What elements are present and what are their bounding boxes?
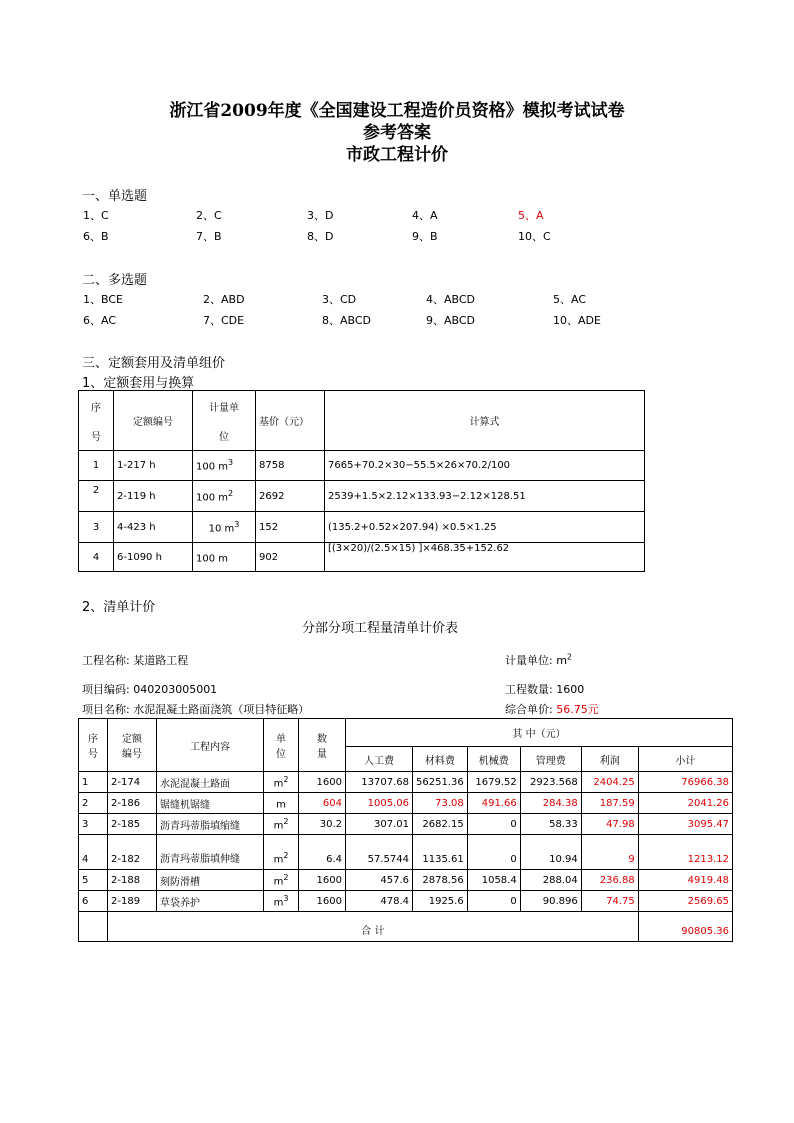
cell-subtotal: 3095.47 (638, 814, 732, 835)
table-row (79, 870, 733, 891)
table-header: 小计 (638, 747, 732, 772)
cell-mgmt: 2923.568 (520, 772, 581, 793)
cell-price: 2692 (256, 481, 325, 512)
cell-labor: 457.6 (346, 870, 413, 891)
cell-empty (79, 912, 108, 942)
table-header: 定额编号 (114, 391, 193, 451)
table-row (79, 481, 645, 512)
cell-code: 2-186 (108, 793, 157, 814)
total-value: 90805.36 (638, 912, 732, 942)
cell-subtotal: 1213.12 (638, 835, 732, 870)
unit-price: 综合单价: 56.75元 (505, 703, 599, 716)
cell-unit: $m^3$ (264, 891, 299, 912)
item-name: 项目名称: 水泥混凝土路面浇筑（项目特征略） (82, 703, 310, 716)
cell-machine: 1679.52 (467, 772, 520, 793)
cell-price: 902 (256, 543, 325, 572)
cell-unit: 100 $m^2$ (193, 481, 256, 512)
cell-subtotal: 2041.26 (638, 793, 732, 814)
item-code: 项目编码: 040203005001 (82, 683, 218, 696)
bill-table (78, 718, 733, 942)
cell-unit: m (264, 793, 299, 814)
bill-table-title: 分部分项工程量清单计价表 (301, 621, 458, 636)
cell-unit: $m^2$ (264, 870, 299, 891)
single-choice-heading: 一、单选题 (82, 189, 148, 204)
answer-item: 7、B (196, 230, 222, 243)
answer-item: 10、C (518, 230, 551, 243)
cell-content: 水泥混凝土路面 (157, 772, 264, 793)
cell-machine: 1058.4 (467, 870, 520, 891)
table-row (79, 793, 733, 814)
answer-item: 7、CDE (203, 314, 245, 327)
cell-material: 1135.61 (413, 835, 468, 870)
answer-item: 5、AC (553, 293, 587, 306)
answer-item: 6、AC (83, 314, 117, 327)
cell-content: 锯缝机锯缝 (157, 793, 264, 814)
cell-qty: 1600 (299, 870, 346, 891)
cell-formula: (135.2+0.52×207.94) ×0.5×1.25 (325, 512, 645, 543)
total-row (79, 912, 733, 942)
cell-code: 2-185 (108, 814, 157, 835)
cell-qty: 1600 (299, 891, 346, 912)
cell-code: 2-188 (108, 870, 157, 891)
measure-unit: 计量单位: $m^2$ (505, 652, 573, 667)
cell-no: 4 (79, 543, 114, 572)
table-header: 基价（元） (256, 391, 325, 451)
answer-item: 9、ABCD (426, 314, 476, 327)
cell-material: 73.08 (413, 793, 468, 814)
page-subject: 市政工程计价 (346, 145, 448, 165)
multi-choice-heading: 二、多选题 (82, 273, 148, 288)
cell-labor: 307.01 (346, 814, 413, 835)
cell-unit: 10 $m^3$ (193, 512, 256, 543)
cell-unit: 100 m (193, 543, 256, 572)
cell-labor: 478.4 (346, 891, 413, 912)
cell-mgmt: 284.38 (520, 793, 581, 814)
quota-subheading: 1、定额套用与换算 (82, 376, 195, 391)
cell-no: 6 (79, 891, 108, 912)
table-row (79, 891, 733, 912)
quota-heading: 三、定额套用及清单组价 (82, 356, 226, 371)
bill-subheading: 2、清单计价 (82, 600, 156, 615)
cell-subtotal: 4919.48 (638, 870, 732, 891)
cell-no: 2 (79, 481, 114, 512)
cell-code: 4-423 h (114, 512, 193, 543)
table-header: 数 量 (299, 719, 346, 772)
cell-material: 2878.56 (413, 870, 468, 891)
cell-no: 1 (79, 772, 108, 793)
cell-formula: 7665+70.2×30−55.5×26×70.2/100 (325, 451, 645, 481)
cell-content: 沥青玛蒂脂填缩缝 (157, 814, 264, 835)
cell-mgmt: 58.33 (520, 814, 581, 835)
cell-no: 3 (79, 512, 114, 543)
cell-material: 56251.36 (413, 772, 468, 793)
cell-labor: 13707.68 (346, 772, 413, 793)
answer-item: 10、ADE (553, 314, 601, 327)
cell-unit: 100 $m^3$ (193, 451, 256, 481)
total-label: 合 计 (108, 912, 639, 942)
table-row (79, 512, 645, 543)
cell-content: 草袋养护 (157, 891, 264, 912)
cell-material: 2682.15 (413, 814, 468, 835)
cell-machine: 491.66 (467, 793, 520, 814)
answer-item-highlight: 5、A (518, 209, 544, 222)
cell-formula: [(3×20)/(2.5×15) ]×468.35+152.62 (325, 543, 645, 572)
answer-item: 1、C (83, 209, 109, 222)
table-header: 序 号 (79, 719, 108, 772)
cell-machine: 0 (467, 835, 520, 870)
table-header: 机械费 (467, 747, 520, 772)
page-title: 浙江省2009年度《全国建设工程造价员资格》模拟考试试卷 (169, 101, 625, 121)
answer-item: 8、D (307, 230, 334, 243)
cell-qty: 1600 (299, 772, 346, 793)
cell-subtotal: 76966.38 (638, 772, 732, 793)
answer-item: 1、BCE (83, 293, 123, 306)
cell-no: 3 (79, 814, 108, 835)
answer-item: 2、C (196, 209, 222, 222)
cell-code: 2-189 (108, 891, 157, 912)
table-header: 管理费 (520, 747, 581, 772)
cell-unit: $m^2$ (264, 814, 299, 835)
cell-price: 8758 (256, 451, 325, 481)
cell-mgmt: 90.896 (520, 891, 581, 912)
table-header: 材料费 (413, 747, 468, 772)
cell-code: 1-217 h (114, 451, 193, 481)
answer-item: 4、ABCD (426, 293, 476, 306)
table-header: 计量单 位 (193, 391, 256, 451)
cell-profit: 2404.25 (581, 772, 638, 793)
work-quantity: 工程数量: 1600 (505, 683, 585, 696)
table-header: 单 位 (264, 719, 299, 772)
table-header: 定额 编号 (108, 719, 157, 772)
answer-item: 9、B (412, 230, 438, 243)
answer-item: 2、ABD (203, 293, 245, 306)
cell-machine: 0 (467, 814, 520, 835)
cell-material: 1925.6 (413, 891, 468, 912)
cell-profit: 9 (581, 835, 638, 870)
table-row (79, 835, 733, 870)
cell-labor: 57.5744 (346, 835, 413, 870)
table-header: 利润 (581, 747, 638, 772)
cell-labor: 1005.06 (346, 793, 413, 814)
table-row (79, 814, 733, 835)
answer-item: 8、ABCD (322, 314, 372, 327)
table-header: 人工费 (346, 747, 413, 772)
cell-mgmt: 10.94 (520, 835, 581, 870)
cell-qty: 30.2 (299, 814, 346, 835)
cell-formula: 2539+1.5×2.12×133.93−2.12×128.51 (325, 481, 645, 512)
cell-unit: $m^2$ (264, 835, 299, 870)
table-header: 工程内容 (157, 719, 264, 772)
cell-no: 4 (79, 835, 108, 870)
answer-item: 3、CD (322, 293, 357, 306)
table-row (79, 772, 733, 793)
cell-qty: 6.4 (299, 835, 346, 870)
cell-no: 5 (79, 870, 108, 891)
cell-code: 2-174 (108, 772, 157, 793)
cell-mgmt: 288.04 (520, 870, 581, 891)
cell-code: 6-1090 h (114, 543, 193, 572)
cell-profit: 47.98 (581, 814, 638, 835)
cell-content: 沥青玛蒂脂填伸缝 (157, 835, 264, 870)
cell-no: 1 (79, 451, 114, 481)
cell-profit: 74.75 (581, 891, 638, 912)
cell-code: 2-182 (108, 835, 157, 870)
cell-machine: 0 (467, 891, 520, 912)
cell-qty: 604 (299, 793, 346, 814)
table-header: 计算式 (325, 391, 645, 451)
table-row (79, 451, 645, 481)
cell-no: 2 (79, 793, 108, 814)
answer-item: 3、D (307, 209, 334, 222)
answer-item: 6、B (83, 230, 109, 243)
table-row (79, 543, 645, 572)
cell-unit: $m^2$ (264, 772, 299, 793)
table-header: 其 中（元） (346, 719, 733, 747)
cell-content: 刻防滑槽 (157, 870, 264, 891)
quota-table (78, 390, 645, 572)
table-header: 序 号 (79, 391, 114, 451)
cell-subtotal: 2569.65 (638, 891, 732, 912)
cell-price: 152 (256, 512, 325, 543)
project-name: 工程名称: 某道路工程 (82, 654, 189, 667)
page-subtitle: 参考答案 (363, 123, 431, 143)
answer-item: 4、A (412, 209, 438, 222)
cell-profit: 187.59 (581, 793, 638, 814)
cell-code: 2-119 h (114, 481, 193, 512)
cell-profit: 236.88 (581, 870, 638, 891)
